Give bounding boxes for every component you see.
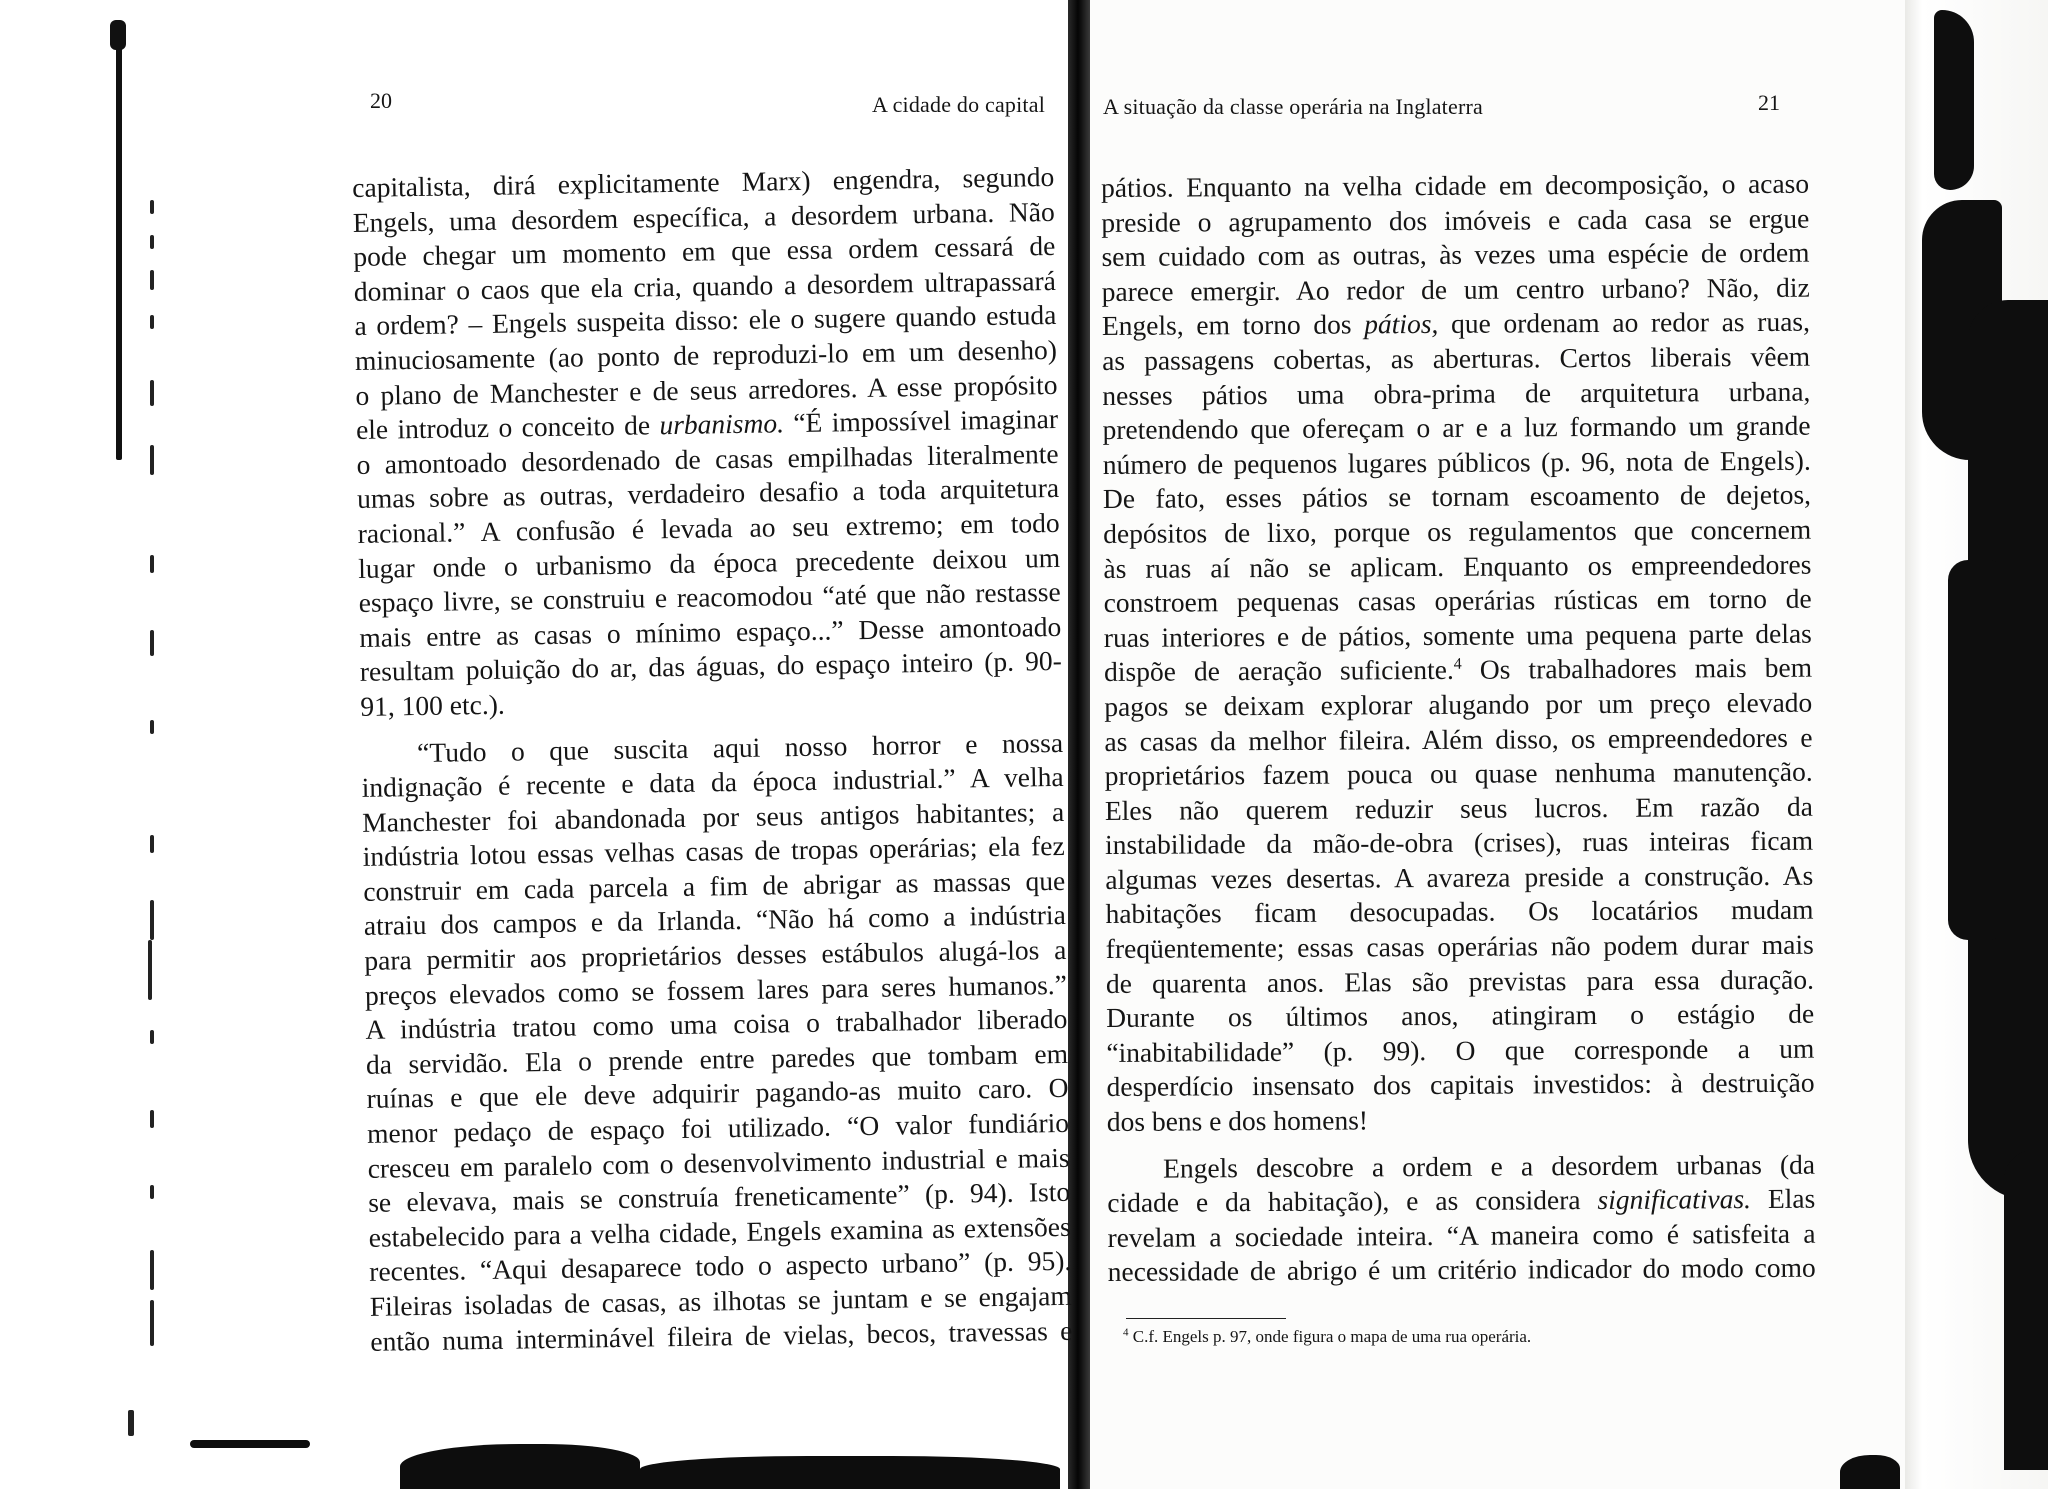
- text-line: da servidão. Ela o prende entre paredes que tombam em: [365, 1037, 1069, 1080]
- text-line: “Tudo o que suscita aqui nosso horror e nossa: [416, 726, 1064, 768]
- footnote-divider: [1126, 1318, 1286, 1319]
- edge-tick: [150, 900, 154, 940]
- text-line: proprietários fazem pouca ou quase nenhuma manutenção.: [1104, 755, 1813, 792]
- edge-tick: [150, 315, 154, 329]
- edge-tick: [148, 940, 152, 1000]
- text-line: Eles não querem reduzir seus lucros. Em razão da: [1104, 790, 1813, 826]
- text-line: desperdício insensato dos capitais investidos: à destruição: [1106, 1067, 1815, 1103]
- text-run: ele introduz o conceito de: [355, 409, 660, 446]
- footnote-text: C.f. Engels p. 97, onde figura o mapa de uma rua operária.: [1132, 1327, 1532, 1346]
- left-running-head: A cidade do capital: [872, 92, 1046, 117]
- text-line: constroem pequenas casas operárias rústicas em torno de: [1103, 582, 1812, 619]
- edge-tick: [150, 1300, 154, 1346]
- shadow-blot: [2004, 1150, 2048, 1470]
- left-page-number: 20: [370, 88, 392, 113]
- text-line: pagos se deixam explorar alugando por um preço elevado: [1104, 686, 1813, 722]
- italic-term: pátios,: [1364, 308, 1439, 340]
- text-line: De fato, esses pátios se tornam escoamento de dejetos,: [1102, 479, 1812, 515]
- text-line: Manchester foi abandonada por seus antigos habitantes; a: [361, 795, 1065, 838]
- text-line: sem cuidado com as outras, às vezes uma espécie de ordem: [1101, 236, 1810, 273]
- text-run: “É impossível imaginar: [783, 403, 1059, 439]
- right-running-head: A situação da classe operária na Inglaterra: [1103, 94, 1483, 119]
- text-line: capitalista, dirá explicitamente Marx) engendra, segundo: [352, 160, 1055, 203]
- text-line: as passagens cobertas, as aberturas. Certos liberais vêem: [1102, 340, 1811, 376]
- text-line: se elevava, mais se construía freneticamente” (p. 94). Isto: [367, 1176, 1071, 1219]
- text-line: indústria lotou essas velhas casas de tropas operárias; ela fez: [362, 830, 1065, 873]
- text-line: freqüentemente; essas casas operárias não podem durar mais: [1105, 928, 1814, 965]
- text-line: 91, 100 etc.).: [360, 688, 505, 722]
- text-line: Engels descobre a ordem e a desordem urbanas (da: [1162, 1148, 1816, 1184]
- text-line: de quarenta anos. Elas são previstas para essa duração.: [1105, 963, 1815, 999]
- text-line: Engels, uma desordem específica, a desordem urbana. Não: [352, 195, 1055, 238]
- text-line: umas sobre as outras, verdadeiro desafio a toda arquitetura: [356, 472, 1060, 515]
- edge-tick: [150, 720, 154, 734]
- italic-term: urbanismo.: [659, 407, 785, 441]
- text-line: algumas vezes desertas. A avareza preside a construção. As: [1105, 859, 1814, 895]
- bottom-smudge: [640, 1456, 1060, 1489]
- shadow-blot: [1948, 560, 2008, 940]
- text-line: menor pedaço de espaço foi utilizado. “O valor fundiário: [366, 1106, 1070, 1149]
- footnote-marker: 4: [1123, 1326, 1129, 1339]
- right-edge-shadow: [1908, 0, 2048, 1489]
- text-line: depósitos de lixo, porque os regulamentos que concernem: [1103, 513, 1812, 549]
- bottom-smudge: [190, 1440, 310, 1448]
- text-line: necessidade de abrigo é um critério indicador do modo como: [1107, 1252, 1816, 1288]
- bottom-smudge: [1840, 1455, 1900, 1489]
- edge-tick: [150, 1030, 154, 1044]
- text-line: estabelecido para a velha cidade, Engels examina as extensões: [368, 1210, 1071, 1253]
- text-line: lugar onde o urbanismo da época precedente deixou um: [357, 541, 1061, 584]
- right-page-number: 21: [1758, 90, 1780, 115]
- text-line: o plano de Manchester e de seus arredores. A esse propósito: [355, 368, 1058, 411]
- text-line: preços elevados como se fossem lares para seres humanos.”: [364, 968, 1068, 1011]
- edge-tick: [150, 1110, 154, 1128]
- bottom-smudge: [400, 1444, 640, 1489]
- text-line: atraiu dos campos e da Irlanda. “Não há como a indústria: [363, 899, 1067, 942]
- text-line: espaço livre, se construiu e reacomodou “até que não restasse: [358, 576, 1061, 619]
- right-page-body: [1101, 167, 1816, 1290]
- text-line: instabilidade da mão-de-obra (crises), ruas inteiras ficam: [1105, 824, 1814, 861]
- text-line: cresceu em paralelo com o desenvolvimento industrial e mais: [367, 1141, 1070, 1184]
- shadow-blot: [1934, 10, 1974, 190]
- edge-tick: [150, 235, 154, 249]
- text-run: cidade e da habitação), e as considera: [1107, 1184, 1598, 1219]
- text-line: ruas interiores e de pátios, somente uma pequena parte delas: [1103, 617, 1812, 653]
- text-line: então numa interminável fileira de vielas, becos, travessas e: [370, 1314, 1073, 1357]
- italic-term: significativas.: [1597, 1183, 1752, 1216]
- edge-tick: [150, 270, 154, 290]
- text-run: que ordenam ao redor as ruas,: [1438, 306, 1811, 340]
- text-line: preside o agrupamento dos imóveis e cada casa se ergue: [1101, 202, 1810, 238]
- edge-tick: [150, 380, 154, 406]
- left-page-body: [352, 160, 1073, 1359]
- text-line: indignação é recente e data da época industrial.” A velha: [361, 760, 1064, 804]
- text-line: [1107, 1182, 1815, 1221]
- text-line: racional.” A confusão é levada ao seu extremo; em todo: [357, 506, 1060, 549]
- text-line: [1104, 651, 1812, 690]
- text-line: habitações ficam desocupadas. Os locatários mudam: [1105, 894, 1814, 930]
- text-line: a ordem? – Engels suspeita disso: ele o sugere quando estuda: [354, 299, 1057, 342]
- text-line: revelam a sociedade inteira. “A maneira como é satisfeita a: [1107, 1217, 1816, 1253]
- footnote: [1123, 1327, 1531, 1347]
- edge-mark: [116, 40, 122, 460]
- edge-tick: [150, 1185, 154, 1199]
- text-line: às ruas aí não se aplicam. Enquanto os empreendedores: [1103, 548, 1812, 584]
- text-line: [1102, 305, 1810, 344]
- text-line: recentes. “Aqui desaparece todo o aspecto urbano” (p. 95).: [369, 1245, 1072, 1288]
- text-line: parece emergir. Ao redor de um centro urbano? Não, diz: [1101, 271, 1810, 307]
- text-line: A indústria tratou como uma coisa o trabalhador liberado: [365, 1003, 1068, 1046]
- text-line: pode chegar um momento em que essa ordem cessará de: [353, 230, 1056, 273]
- text-run: Elas: [1750, 1182, 1816, 1215]
- left-page-edge-marks: [110, 20, 124, 1460]
- text-line: construir em cada parcela a fim de abrigar as massas que: [363, 864, 1066, 907]
- edge-tick: [150, 555, 154, 573]
- edge-tick: [150, 1250, 154, 1290]
- text-line: o amontoado desordenado de casas empilhadas literalmente: [356, 437, 1059, 480]
- text-run: dispõe de aeração suficiente.: [1103, 654, 1454, 688]
- edge-tick: [150, 200, 154, 214]
- text-line: ruínas e que ele deve adquirir pagando-as muito caro. O: [366, 1072, 1069, 1115]
- text-run: Engels, em torno dos: [1101, 308, 1365, 342]
- text-line: mais entre as casas o mínimo espaço...” Desse amontoado: [359, 610, 1062, 653]
- text-line: Durante os últimos anos, atingiram o estágio de: [1106, 997, 1815, 1034]
- text-line: dos bens e dos homens!: [1106, 1104, 1369, 1138]
- edge-tick: [150, 835, 154, 853]
- text-line: pátios. Enquanto na velha cidade em decomposição, o acaso: [1101, 167, 1810, 203]
- text-line: nesses pátios uma obra-prima de arquitetura urbana,: [1102, 375, 1811, 411]
- text-line: dominar o caos que ela cria, quando a desordem ultrapassará: [353, 264, 1057, 307]
- text-line: resultam poluição do ar, das águas, do espaço inteiro (p. 90-: [359, 645, 1063, 688]
- edge-tick: [150, 630, 154, 656]
- edge-tick: [150, 445, 154, 475]
- edge-mark: [110, 20, 126, 50]
- text-line: número de pequenos lugares públicos (p. 96, nota de Engels).: [1102, 444, 1811, 480]
- text-line: minuciosamente (ao ponto de reproduzi-lo em um desenho): [354, 333, 1058, 376]
- text-line: Fileiras isoladas de casas, as ilhotas se juntam e se engajam: [369, 1279, 1072, 1322]
- footnote-reference[interactable]: 4: [1453, 655, 1462, 674]
- text-line: para permitir aos proprietários desses estábulos alugá-los a: [364, 933, 1067, 976]
- text-line: pretendendo que ofereçam o ar e a luz formando um grande: [1102, 409, 1811, 446]
- text-line: “inabitabilidade” (p. 99). O que corresponde a um: [1106, 1032, 1815, 1068]
- text-line: as casas da melhor fileira. Além disso, os empreendedores e: [1104, 721, 1813, 757]
- edge-tick: [128, 1410, 134, 1436]
- text-run: Os trabalhadores mais bem: [1461, 651, 1813, 686]
